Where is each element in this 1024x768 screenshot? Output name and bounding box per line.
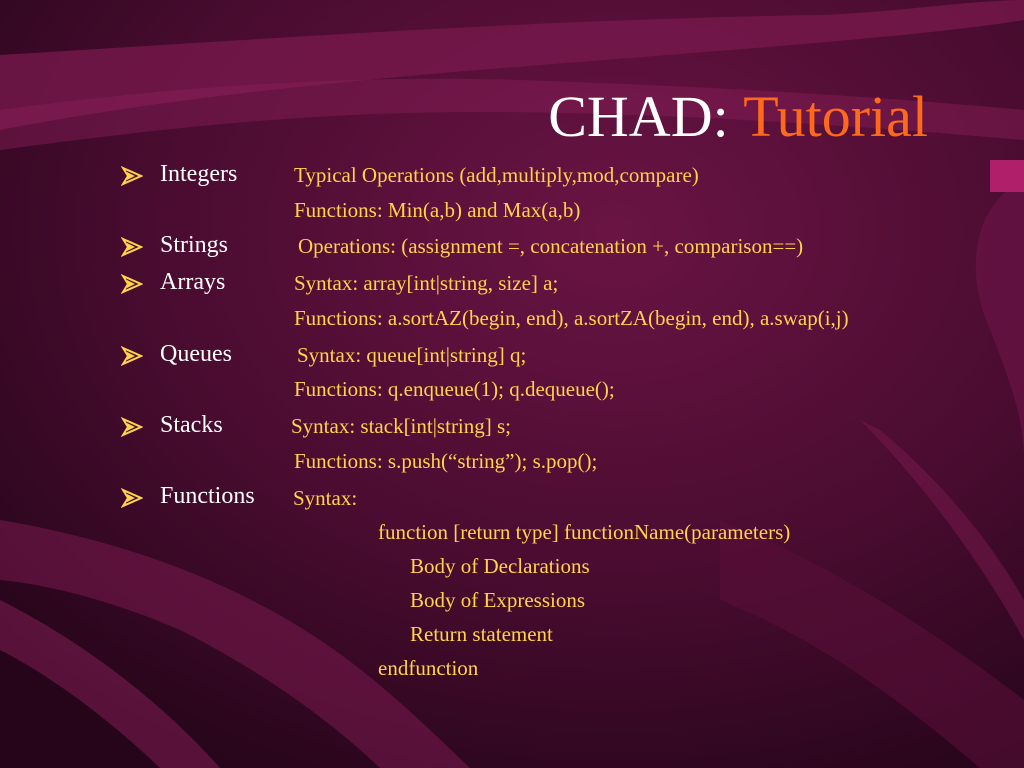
detail-line: Operations: (assignment =, concatenation +, comparison==) bbox=[298, 234, 804, 258]
detail-line: Functions: a.sortAZ(begin, end), a.sortZA(begin, end), a.swap(i,j) bbox=[294, 306, 849, 330]
slide-title bbox=[548, 84, 928, 150]
bullet-label: Stacks bbox=[160, 412, 223, 438]
bullet-label: Arrays bbox=[160, 269, 226, 295]
arrow-bullet-icon bbox=[121, 488, 143, 508]
title-main: CHAD: bbox=[548, 84, 729, 149]
code-line: function [return type] functionName(parameters) bbox=[378, 520, 791, 544]
code-line: Return statement bbox=[410, 622, 553, 646]
detail-line: Functions: Min(a,b) and Max(a,b) bbox=[294, 198, 581, 222]
arrow-bullet-icon bbox=[121, 417, 143, 437]
bullet-label: Strings bbox=[160, 232, 229, 258]
detail-line: Functions: q.enqueue(1); q.dequeue(); bbox=[294, 377, 615, 401]
arrow-bullet-icon bbox=[121, 166, 143, 186]
arrow-bullet-icon bbox=[121, 346, 143, 366]
arrow-bullet-icon bbox=[121, 237, 143, 257]
detail-line: Typical Operations (add,multiply,mod,compare) bbox=[294, 163, 699, 187]
arrow-bullet-icon bbox=[121, 274, 143, 294]
code-line: Body of Declarations bbox=[410, 554, 590, 578]
code-line: endfunction bbox=[378, 656, 479, 680]
bullet-label: Queues bbox=[160, 341, 232, 367]
detail-line: Syntax: array[int|string, size] a; bbox=[294, 271, 559, 295]
detail-line: Functions: s.push(“string”); s.pop(); bbox=[294, 449, 598, 473]
bullet-label: Integers bbox=[160, 161, 238, 187]
title-accent: Tutorial bbox=[743, 84, 928, 149]
detail-line: Syntax: queue[int|string] q; bbox=[297, 343, 527, 367]
code-line: Body of Expressions bbox=[410, 588, 585, 612]
bullet-label: Functions bbox=[160, 483, 255, 509]
detail-line: Syntax: stack[int|string] s; bbox=[291, 414, 512, 438]
detail-line: Syntax: bbox=[293, 486, 358, 510]
